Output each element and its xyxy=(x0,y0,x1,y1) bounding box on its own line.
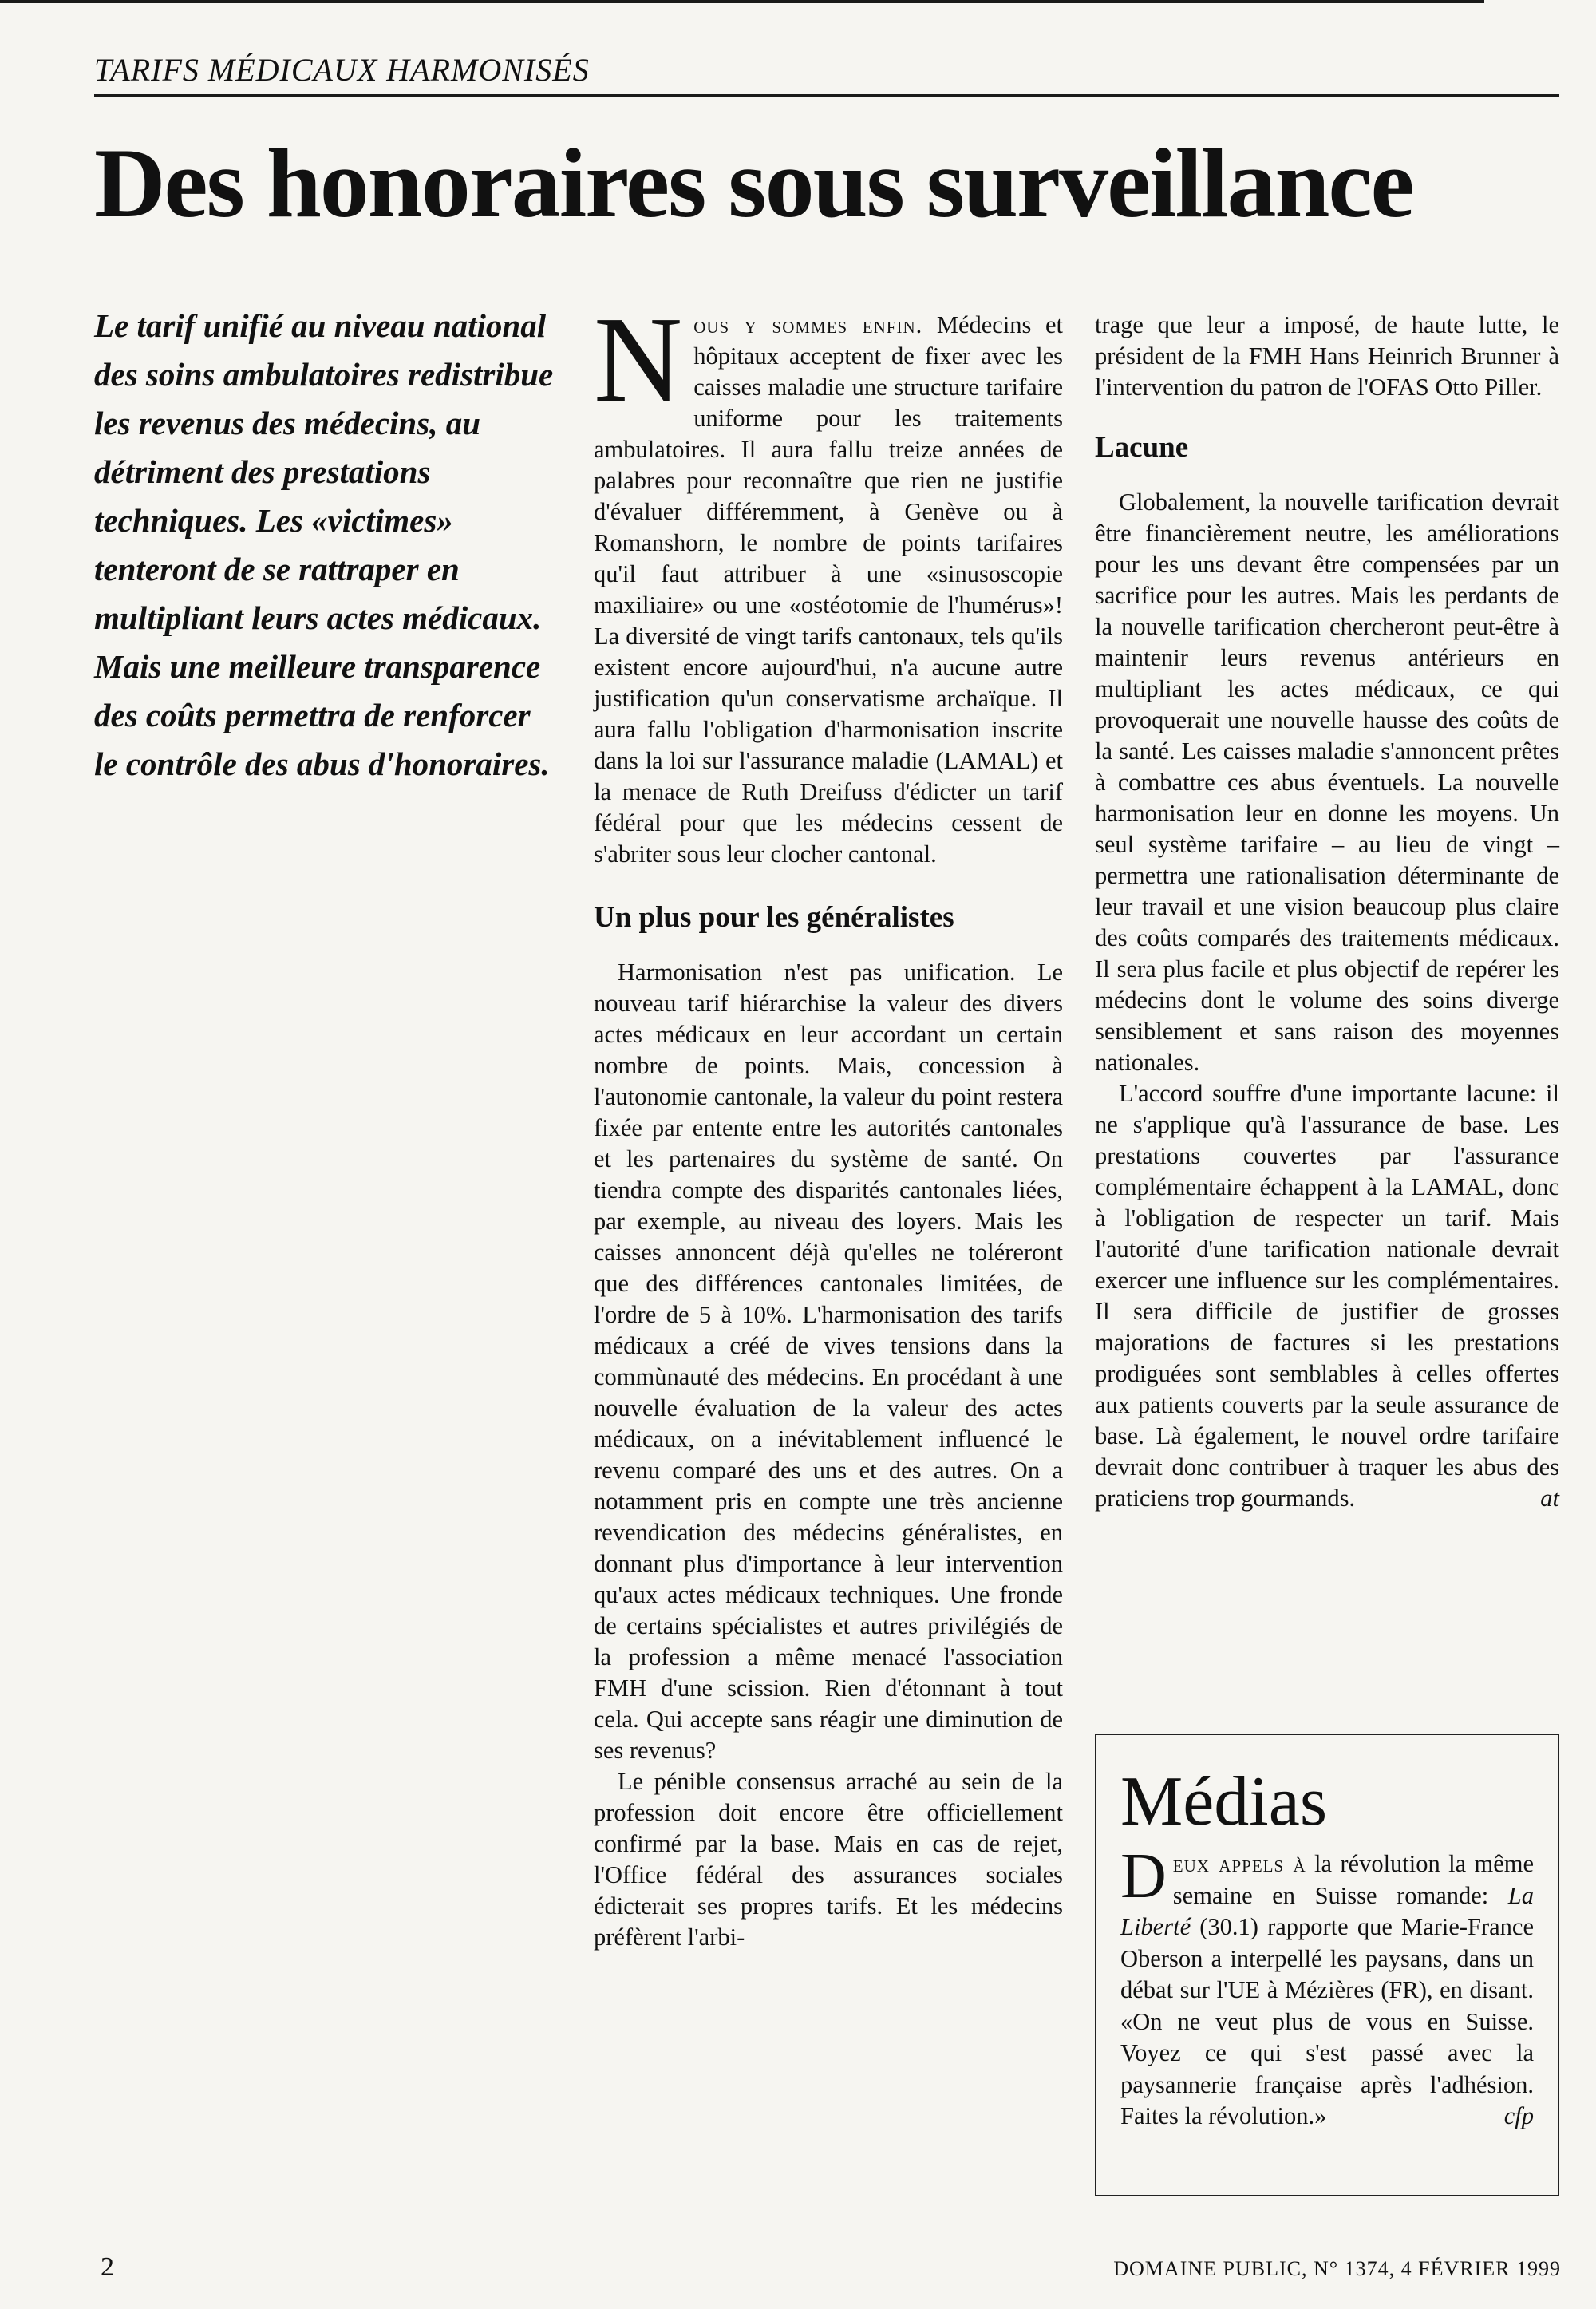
medias-text xyxy=(1120,1841,1534,2133)
paragraph-text: Médecins et hôpitaux acceptent de fixer avec les caisses maladie une structure tarifaire uniforme pour les traitements ambulatoires. Il aura fallu treize années de palabres pour reconnaître que rien ne justifie d'évaluer différemment, à Genève ou à Romanshorn, le nombre de points tarifaires qu'il faut attribuer à une «sinusoscopie maxiliaire» ou une «ostéotomie de l'humérus»! La diversité de vingt tarifs cantonaux, tels qu'ils existent encore aujourd'hui, n'a aucune autre justification qu'un conservatisme archaïque. Il aura fallu l'obligation d'harmonisation inscrite dans la loi sur l'assurance maladie (LAMAL) et la menace de Ruth Dreifuss d'édicter un tarif fédéral pour que les médecins cessent de s'abriter sous leur clocher cantonal. xyxy=(594,311,1063,868)
paragraph-continued: trage que leur a imposé, de haute lutte, le président de la FMH Hans Heinrich Brunner à l'intervention du patron de l'OFAS Otto Piller. xyxy=(1095,311,1559,401)
article-column-2 xyxy=(1095,310,1559,1514)
paragraph-text: L'accord souffre d'une importante lacune: il ne s'applique qu'à l'assurance de base. Les prestations couvertes par l'assurance complémentaire échappent à la LAMAL, donc à l'obligation de respecter un tarif. Mais l'autorité d'une tarification nationale devrait exercer une influence sur les complémentaires. Il sera difficile de justifier de grosses majorations de factures si les prestations prodiguées sont semblables à celles offertes aux patients couverts par la seule assurance de base. Là également, le nouvel ordre tarifaire devrait donc contribuer à traquer les abus des praticiens trop gourmands. xyxy=(1095,1079,1559,1512)
publication-footer: DOMAINE PUBLIC, N° 1374, 4 FÉVRIER 1999 xyxy=(1113,2257,1561,2280)
header-rule xyxy=(94,94,1559,97)
drop-cap: D xyxy=(1120,1841,1167,1912)
paragraph: Harmonisation n'est pas unification. Le nouveau tarif hiérarchise la valeur des divers actes médicaux en leur accordant un certain nombre de points. Mais, concession à l'autonomie cantonale, la valeur du point restera fixée par entente entre les autorités cantonales et les partenaires du système de santé. On tiendra compte des disparités cantonales liées, par exemple, au niveau des loyers. Mais les caisses annoncent déjà qu'elles ne toléreront que des différences cantonales limitées, de l'ordre de 5 à 10%. L'harmonisation des tarifs médicaux a créé de vives tensions dans la commùnauté des médecins. En procédant à une nouvelle évaluation de la valeur des actes médicaux, on a inévitablement influencé le revenu comparé des uns et des autres. On a notamment pris en compte une très ancienne revendication des médecins généralistes, en donnant plus d'importance à leur intervention qu'aux actes médicaux techniques. Une fronde de certains spécialistes et autres privilégiés de la profession a même menacé l'association FMH d'une scission. Rien d'étonnant à tout cela. Qui accepte sans réagir une diminution de ses revenus? xyxy=(594,958,1063,1764)
medias-text-part: la révolution la même semaine en Suisse romande: xyxy=(1172,1850,1534,1909)
page-title: Des honoraires sous surveillance xyxy=(94,128,1413,238)
author-signature: cfp xyxy=(1503,2102,1534,2129)
drop-cap: N xyxy=(594,292,683,428)
author-signature: at xyxy=(1540,1484,1559,1512)
article-column-1 xyxy=(594,292,1063,1953)
paragraph-opening xyxy=(594,292,1063,870)
lead-small-caps: eux appels à xyxy=(1172,1850,1306,1877)
lead-small-caps: ous y sommes enfin. xyxy=(693,311,923,338)
section-label: TARIFS MÉDICAUX HARMONISÉS xyxy=(94,52,590,88)
publication-name: La Liberté xyxy=(1120,1881,1534,1940)
subheading-generalistes: Un plus pour les généralistes xyxy=(594,901,954,934)
paragraph: Le pénible consensus arraché au sein de la profession doit encore être officiellement confirmé par la base. Mais en cas de rejet, l'Office fédéral des assurances sociales édicterait ses propres tarifs. Et les médecins préfèrent l'arbi- xyxy=(594,1767,1063,1951)
subheading-lacune: Lacune xyxy=(1095,431,1189,464)
top-border xyxy=(0,0,1484,3)
article-intro: Le tarif unifié au niveau national des soins ambulatoires redistribue les revenus des médecins, au détriment des prestations techniques. Les «victimes» tenteront de se rattraper en multipliant leurs actes médicaux. Mais une meilleure transparence des coûts permettra de renforcer le contrôle des abus d'honoraires. xyxy=(94,307,554,782)
medias-heading: Médias xyxy=(1120,1763,1328,1840)
paragraph xyxy=(1095,1078,1559,1514)
page-number: 2 xyxy=(101,2252,114,2282)
medias-box xyxy=(1095,1734,1559,2196)
paragraph: Globalement, la nouvelle tarification devrait être financièrement neutre, les améliorations pour les uns devant être compensées par un sacrifice pour les autres. Mais les perdants de la nouvelle tarification chercheront peut-être à maintenir leurs revenus antérieurs en multipliant les actes médicaux, ce qui provoquerait une nouvelle hausse des coûts de la santé. Les caisses maladie s'annoncent prêtes à combattre ces abus éventuels. La nouvelle harmonisation leur en donne les moyens. Un seul système tarifaire – au lieu de vingt – permettra une rationalisation déterminante de leur travail et une vision beaucoup plus claire des coûts comparés des traitements médicaux. Il sera plus facile et plus objectif de repérer les médecins dont le volume des soins diverge sensiblement et sans raison des moyennes nationales. xyxy=(1095,488,1559,1076)
medias-text-part: (30.1) rapporte que Marie-France Oberson a interpellé les paysans, dans un débat sur l'UE à Mézières (FR), en disant. «On ne veut plus de vous en Suisse. Voyez ce qui s'est passé avec la paysannerie française après l'adhésion. Faites la révolution.» xyxy=(1120,1913,1534,2129)
